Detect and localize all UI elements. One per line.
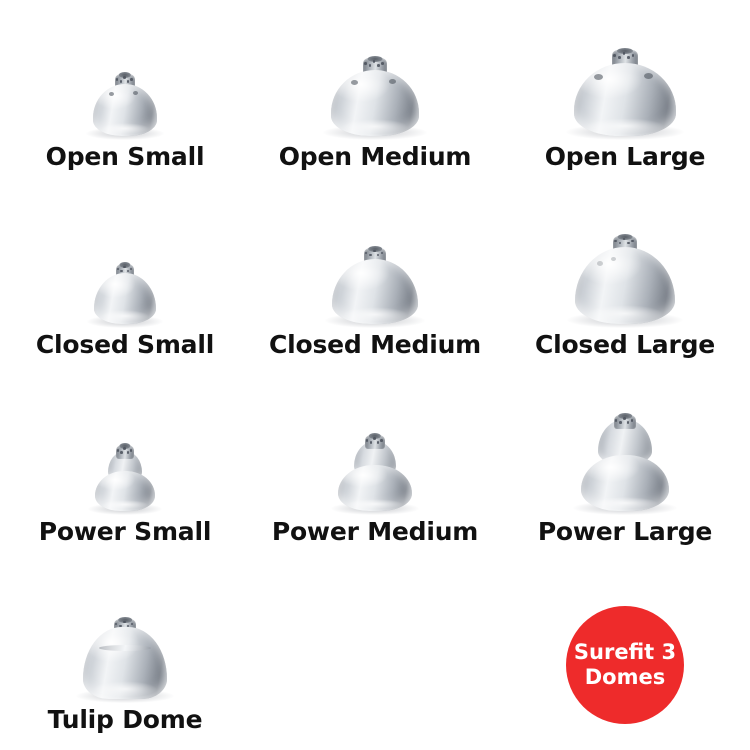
dome-label: Open Medium <box>278 142 472 171</box>
badge-text <box>574 640 676 691</box>
dome-item-open-large <box>500 0 750 188</box>
badge-line-1: Surefit 3 <box>573 639 677 664</box>
dome-item-closed-large <box>500 188 750 376</box>
dome-label: Open Large <box>544 142 706 171</box>
dome-item-open-medium <box>250 0 500 188</box>
dome-label: Closed Small <box>35 329 215 359</box>
dome-label: Closed Medium <box>268 329 482 359</box>
dome-label: Tulip Dome <box>47 704 203 734</box>
dome-label: Power Large <box>537 517 713 546</box>
dome-power-small-icon <box>45 393 205 511</box>
dome-power-medium-icon <box>295 393 455 511</box>
dome-item-tulip <box>0 563 250 750</box>
dome-closed-large-icon <box>545 206 705 324</box>
dome-item-open-small <box>0 0 250 188</box>
dome-item-closed-small <box>0 188 250 376</box>
dome-label: Power Small <box>38 517 212 546</box>
dome-label: Closed Large <box>534 329 716 359</box>
dome-item-power-small <box>0 375 250 563</box>
dome-closed-medium-icon <box>295 206 455 324</box>
dome-item-power-large <box>500 375 750 563</box>
surefit-badge-cell <box>500 563 750 750</box>
dome-label: Open Small <box>45 142 205 171</box>
dome-open-large-icon <box>545 18 705 136</box>
dome-open-small-icon <box>45 18 205 136</box>
status-badge <box>566 606 684 724</box>
dome-item-power-medium <box>250 375 500 563</box>
dome-open-medium-icon <box>295 18 455 136</box>
dome-tulip-icon <box>45 581 205 699</box>
empty-cell <box>250 563 500 750</box>
dome-closed-small-icon <box>45 206 205 324</box>
dome-label: Power Medium <box>271 517 479 546</box>
dome-power-large-icon <box>545 393 705 511</box>
badge-line-2: Domes <box>584 665 666 690</box>
dome-item-closed-medium <box>250 188 500 376</box>
